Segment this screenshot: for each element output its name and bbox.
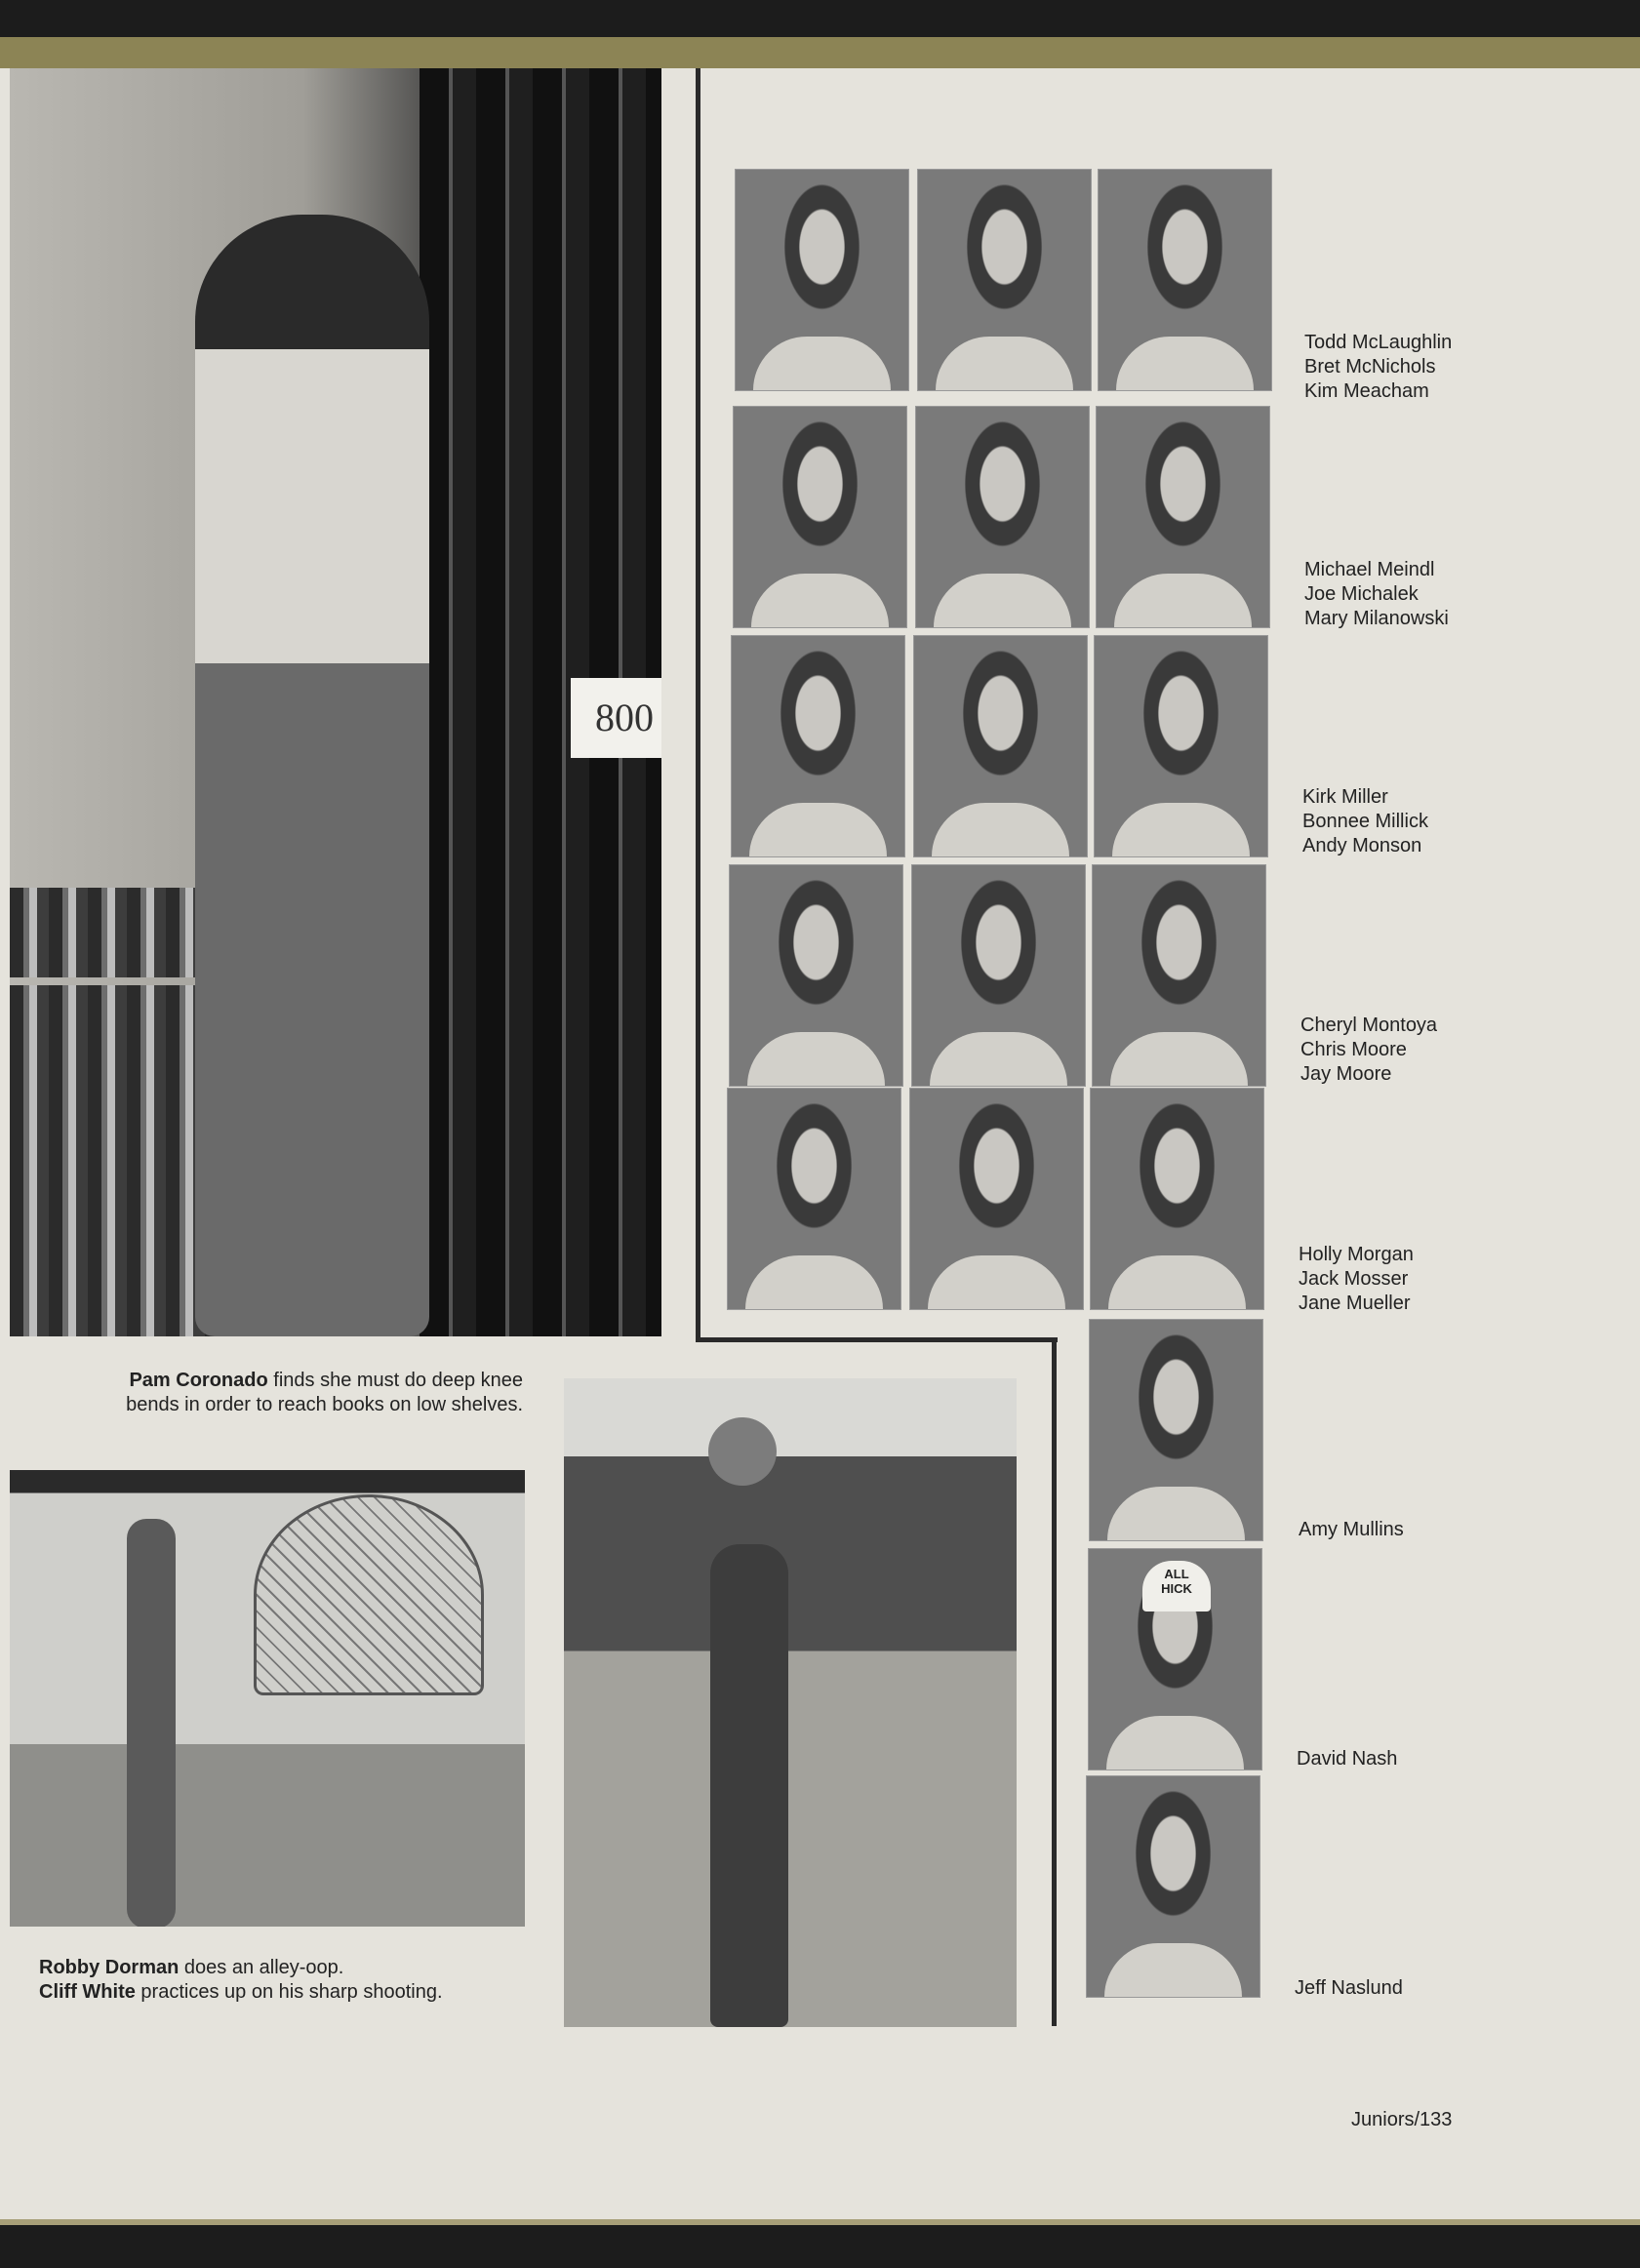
student-name: David Nash xyxy=(1297,1748,1398,1770)
portrait-photo xyxy=(913,635,1088,857)
student-name: Joe Michalek xyxy=(1304,583,1419,605)
name-list xyxy=(1297,1747,1397,1771)
portrait-photo xyxy=(1096,406,1270,628)
page-number: Juniors/133 xyxy=(1351,2109,1453,2130)
portrait-photo xyxy=(735,169,909,391)
gym-caption xyxy=(39,1956,443,2005)
portrait-photo xyxy=(911,864,1086,1087)
student-name: Jack Mosser xyxy=(1299,1268,1409,1290)
divider-line xyxy=(696,68,700,1341)
portrait-photo xyxy=(1086,1775,1260,1998)
student-name: Cheryl Montoya xyxy=(1300,1015,1438,1036)
student-name: Bret McNichols xyxy=(1304,356,1436,378)
player-arm xyxy=(127,1519,176,1927)
portrait-photo xyxy=(1092,864,1266,1087)
student-figure xyxy=(195,215,429,1336)
gym-photo-shooting xyxy=(564,1378,1017,2027)
bottom-edge xyxy=(0,2219,1640,2268)
student-name: Kirk Miller xyxy=(1302,786,1388,808)
name-list xyxy=(1295,1976,1403,2001)
portrait-photo xyxy=(727,1088,901,1310)
cap-logo: ALL HICK xyxy=(1142,1561,1211,1611)
student-name: Jeff Naslund xyxy=(1295,1977,1403,1999)
student-name: Chris Moore xyxy=(1300,1039,1407,1060)
portrait-photo xyxy=(1094,635,1268,857)
portrait-photo xyxy=(917,169,1092,391)
student-name: Todd McLaughlin xyxy=(1304,332,1453,353)
portrait-photo xyxy=(915,406,1090,628)
caption-text: finds she must do deep knee xyxy=(267,1370,523,1391)
portrait-photo xyxy=(1098,169,1272,391)
caption-text: bends in order to reach books on low shelves. xyxy=(126,1394,523,1415)
player-figure xyxy=(710,1544,788,2027)
student-name: Kim Meacham xyxy=(1304,380,1429,402)
student-name: Bonnee Millick xyxy=(1302,811,1428,832)
student-name: Jane Mueller xyxy=(1299,1293,1411,1314)
basketball-hoop xyxy=(254,1494,484,1695)
student-name: Andy Monson xyxy=(1302,835,1422,856)
name-list xyxy=(1302,785,1428,858)
library-caption xyxy=(45,1369,523,1417)
caption-text: does an alley-oop. xyxy=(179,1957,344,1978)
portrait-photo xyxy=(1090,1088,1264,1310)
portrait-photo xyxy=(733,406,907,628)
name-list xyxy=(1304,331,1452,404)
gym-photo-alley-oop xyxy=(10,1470,525,1927)
student-name: Mary Milanowski xyxy=(1304,608,1449,629)
name-list xyxy=(1304,558,1449,631)
binding-strip xyxy=(0,37,1640,70)
student-name: Holly Morgan xyxy=(1299,1244,1414,1265)
portrait-photo xyxy=(909,1088,1084,1310)
portrait-photo xyxy=(731,635,905,857)
portrait-photo xyxy=(1089,1319,1263,1541)
portrait-photo xyxy=(729,864,903,1087)
student-name: Jay Moore xyxy=(1300,1063,1392,1085)
caption-text: practices up on his sharp shooting. xyxy=(135,1981,443,2003)
name-list xyxy=(1300,1014,1437,1087)
portrait-photo xyxy=(1088,1548,1262,1771)
divider-line xyxy=(1052,1337,1057,2026)
caption-name: Cliff White xyxy=(39,1981,136,2003)
divider-line xyxy=(696,1337,1058,1342)
name-list xyxy=(1299,1518,1404,1542)
library-photo xyxy=(10,68,661,1336)
caption-name: Robby Dorman xyxy=(39,1957,180,1978)
shelf-sign: 800 xyxy=(571,678,661,758)
student-name: Michael Meindl xyxy=(1304,559,1435,580)
name-list xyxy=(1299,1243,1414,1316)
basketball xyxy=(708,1417,777,1486)
student-name: Amy Mullins xyxy=(1299,1519,1404,1540)
caption-name: Pam Coronado xyxy=(129,1370,268,1391)
